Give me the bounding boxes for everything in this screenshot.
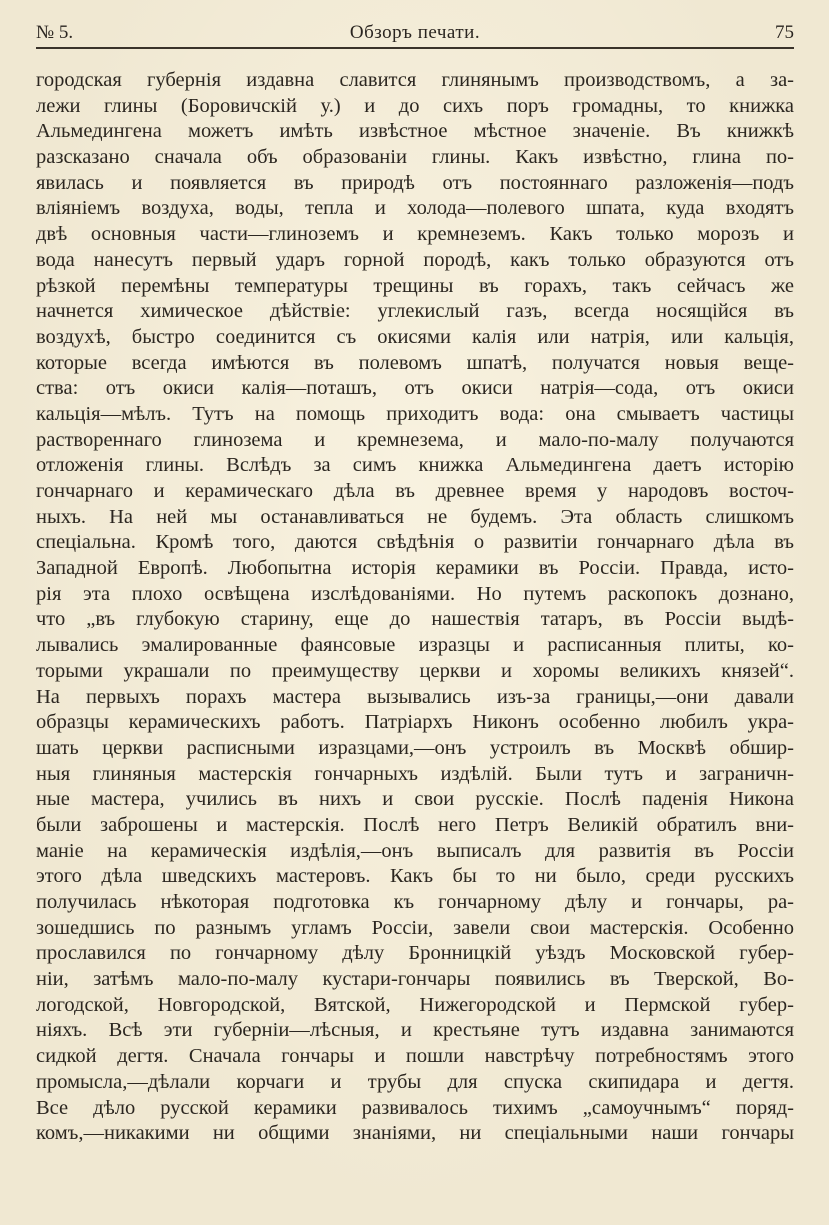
text-line: шать церкви расписными изразцами,—онъ устроилъ въ Москвѣ обшир- — [36, 736, 794, 759]
header-rule — [36, 47, 794, 49]
section-title: Обзоръ печати. — [349, 22, 481, 43]
text-line: рѣзкой перемѣны температуры трещины въ горахъ, такъ сейчасъ же — [36, 274, 794, 297]
text-line: ныхъ. На ней мы останавливаться не будемъ. Эта область слишкомъ — [36, 505, 794, 528]
text-line: разсказано сначала объ образованіи глины. Какъ извѣстно, глина по- — [36, 146, 794, 169]
text-line: Западной Европѣ. Любопытна исторія керамики въ Россіи. Правда, исто- — [36, 557, 794, 580]
text-line: На первыхъ порахъ мастера вызывались изъ-за границы,—они давали — [36, 685, 794, 708]
text-line: сидкой дегтя. Сначала гончары и пошли навстрѣчу потребностямъ этого — [36, 1045, 794, 1068]
text-line: ства: отъ окиси калія—поташъ, отъ окиси натрія—сода, отъ окиси — [36, 377, 794, 400]
running-head — [36, 20, 794, 46]
issue-number: № 5. — [36, 22, 74, 43]
body-text — [36, 68, 794, 1147]
text-line: промысла,—дѣлали корчаги и трубы для спуска скипидара и дегтя. — [36, 1070, 794, 1093]
text-line: прославился по гончарному дѣлу Бронницкій уѣздъ Московской губер- — [36, 942, 794, 965]
text-line: маніе на керамическія издѣлія,—онъ выписалъ для развитія въ Россіи — [36, 839, 794, 862]
text-line: рія эта плохо освѣщена изслѣдованіями. Но путемъ раскопокъ дознано, — [36, 582, 794, 605]
text-line: логодской, Новгородской, Вятской, Нижегородской и Пермской губер- — [36, 993, 794, 1016]
text-line: торыми украшали по преимуществу церкви и хоромы великихъ князей“. — [36, 659, 794, 682]
text-line: образцы керамическихъ работъ. Патріархъ Никонъ особенно любилъ укра- — [36, 711, 794, 734]
text-line: этого дѣла шведскихъ мастеровъ. Какъ бы то ни было, среди русскихъ — [36, 865, 794, 888]
text-line: вода нанесутъ первый ударъ горной породѣ, какъ только образуются отъ — [36, 248, 794, 271]
text-line: начнется химическое дѣйствіе: углекислый газъ, всегда носящійся въ — [36, 300, 794, 323]
text-line: ныя глиняныя мастерскія гончарныхъ издѣлій. Были тутъ и заграничн- — [36, 762, 794, 785]
text-line: ніи, затѣмъ мало-по-малу кустари-гончары появились въ Тверской, Во- — [36, 968, 794, 991]
text-line: явилась и появляется въ природѣ отъ постояннаго разложенія—подъ — [36, 171, 794, 194]
text-line: отложенія глины. Вслѣдъ за симъ книжка Альмедингена даетъ исторію — [36, 454, 794, 477]
text-line: лывались эмалированные фаянсовые изразцы и расписанныя плиты, ко- — [36, 634, 794, 657]
text-line: гончарнаго и керамическаго дѣла въ древнее время у народовъ восточ- — [36, 480, 794, 502]
text-line: лежи глины (Боровичскій у.) и до сихъ поръ громадны, то книжка — [36, 94, 794, 117]
text-line: комъ,—никакими ни общими знаніями, ни спеціальными наши гончары — [36, 1122, 794, 1145]
text-line: зошедшись по разнымъ угламъ Россіи, завели свои мастерскія. Особенно — [36, 916, 794, 939]
text-line: ные мастера, учились въ нихъ и свои русскіе. Послѣ паденія Никона — [36, 788, 794, 811]
text-line: которые всегда имѣются въ полевомъ шпатѣ, получатся новыя веще- — [36, 351, 794, 374]
text-line: городская губернія издавна славится глинянымъ производствомъ, а за- — [36, 69, 794, 91]
text-line: что „въ глубокую старину, еще до нашествія татаръ, въ Россіи выдѣ- — [36, 608, 794, 631]
text-line: получилась нѣкоторая подготовка къ гончарному дѣлу и гончары, ра- — [36, 891, 794, 913]
text-line: вліяніемъ воздуха, воды, тепла и холода—полевого шпата, куда входятъ — [36, 197, 794, 220]
text-line: кальція—мѣлъ. Тутъ на помощь приходитъ вода: она смываетъ частицы — [36, 402, 794, 425]
text-line: Альмедингена можетъ имѣть извѣстное мѣстное значеніе. Въ книжкѣ — [36, 120, 794, 143]
page-number: 75 — [775, 22, 794, 43]
text-line: спеціальна. Кромѣ того, даются свѣдѣнія о развитіи гончарнаго дѣла въ — [36, 531, 794, 554]
text-line: ніяхъ. Всѣ эти губерніи—лѣсныя, и крестьяне тутъ издавна занимаются — [36, 1019, 794, 1042]
text-line: Все дѣло русской керамики развивалось тихимъ „самоучнымъ“ поряд- — [36, 1096, 794, 1119]
text-line: были заброшены и мастерскія. Послѣ него Петръ Великій обратилъ вни- — [36, 813, 794, 836]
text-line: воздухѣ, быстро соединится съ окисями калія или натрія, или кальція, — [36, 325, 794, 348]
text-line: двѣ основныя части—глиноземъ и кремнеземъ. Какъ только морозъ и — [36, 223, 794, 246]
text-line: раствореннаго глинозема и кремнезема, и мало-по-малу получаются — [36, 428, 794, 451]
